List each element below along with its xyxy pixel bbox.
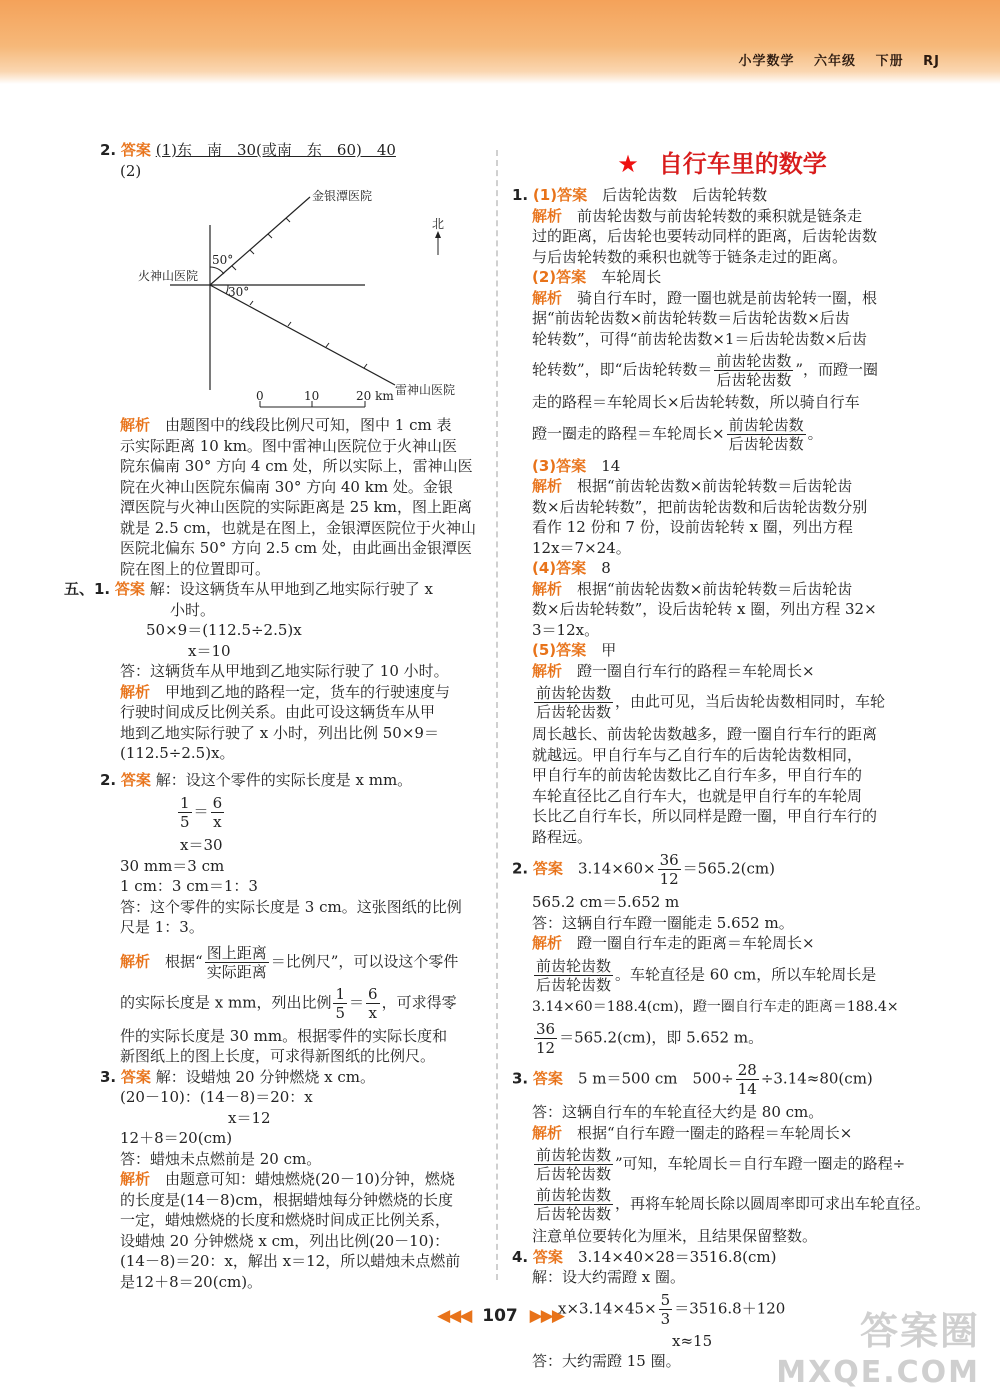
text: 答：蜡烛未点燃前是 20 cm。 <box>120 1149 322 1168</box>
text: 小时。 <box>170 600 216 619</box>
text: 30 mm＝3 cm <box>120 856 225 875</box>
text: x＝10 <box>188 641 231 660</box>
scale-10: 10 <box>304 389 320 403</box>
north-arrow-head <box>435 231 441 238</box>
text: x＝30 <box>180 836 223 854</box>
denominator: 实际距离 <box>206 962 267 981</box>
question-number: 2. <box>512 859 529 878</box>
explanation-label: 解析 <box>532 206 563 225</box>
text: 地到乙地实际行驶了 x 小时，列出比例 50×9＝ <box>120 723 439 742</box>
numerator: 前齿轮齿数 <box>536 684 612 702</box>
text: 路程远。 <box>532 827 593 846</box>
denominator: 后齿轮齿数 <box>536 1165 612 1183</box>
text: ÷3.14≈80(cm) <box>760 1069 873 1088</box>
text: 答：大约需蹬 15 圈。 <box>532 1352 681 1370</box>
question-number: 4. <box>512 1247 529 1266</box>
text: 轮转数”，可得“前齿轮齿数×1＝后齿轮齿数×后齿 <box>532 329 868 348</box>
text: ”，而蹬一圈 <box>795 360 879 379</box>
text: 走的路程＝车轮周长×后齿轮转数，所以骑自行车 <box>532 393 860 411</box>
p5-exp-frac-line <box>512 684 932 721</box>
text: ”可知，车轮周长＝自行车蹬一圈走的路程÷ <box>615 1154 906 1173</box>
answer-label: 答案 <box>120 1067 151 1086</box>
fraction <box>534 684 613 721</box>
explanation-label: 解析 <box>532 934 563 952</box>
text: 蹬一圈自行车行的路程＝车轮周长× <box>577 661 815 680</box>
explanation-label: 解析 <box>532 477 563 495</box>
text: 答：这辆货车从甲地到乙地实际行驶了 10 小时。 <box>120 662 449 680</box>
label-jinyintan: 金银潭医院 <box>312 189 373 203</box>
text: ＝比例尺”，可以设这个零件 <box>270 952 459 970</box>
explanation-label: 解析 <box>120 682 151 701</box>
scale-0: 0 <box>256 389 264 403</box>
p1-exp-line <box>512 206 932 227</box>
fraction <box>534 1020 557 1057</box>
text: 就越远。甲自行车与乙自行车的后齿轮齿数相同， <box>532 745 863 764</box>
answer-label: 答案 <box>120 141 151 159</box>
text: 医院北偏东 50° 方向 2.5 cm 处，由此画出金银潭医 <box>120 539 472 557</box>
text: 件的实际长度是 30 mm。根据零件的实际长度和 <box>120 1026 448 1045</box>
fraction <box>714 352 793 389</box>
denominator: 3 <box>660 1309 671 1328</box>
line-to-leishenshan <box>210 285 395 385</box>
numerator: 5 <box>660 1290 671 1309</box>
text: 解：设大约需蹬 x 圈。 <box>532 1268 685 1286</box>
section-title-text: 自行车里的数学 <box>658 150 827 178</box>
denominator: 5 <box>180 813 190 831</box>
numerator: 28 <box>737 1061 757 1079</box>
text: 蹬一圈走的路程＝车轮周长× <box>532 424 725 442</box>
p4-ans-line <box>512 558 932 579</box>
text: 数×后齿轮转数”，设后齿轮转 x 圈，列出方程 32× <box>532 600 877 618</box>
page-number: 107 <box>482 1306 518 1326</box>
text: 长比乙自行车长，所以同样是蹬一圈，甲自行车行的 <box>532 807 878 825</box>
label-leishenshan: 雷神山医院 <box>395 383 456 397</box>
text: 12＋8＝20(cm) <box>120 1129 233 1147</box>
text: 甲 <box>601 641 617 659</box>
q2-answer-line <box>100 140 485 161</box>
text: 设蜡烛 20 分钟燃烧 x cm，列出比例(20－10)： <box>120 1231 450 1250</box>
text: 解：设这个零件的实际长度是 x mm。 <box>155 770 413 789</box>
numerator: 6 <box>212 794 223 812</box>
text: 院在图上的位置即可。 <box>120 559 271 578</box>
p3-ans-line <box>512 456 932 477</box>
q2b-exp-line <box>100 944 485 981</box>
denominator: 14 <box>737 1080 757 1098</box>
denominator: x <box>368 1003 378 1022</box>
text: 示实际距离 10 km。图中雷神山医院位于火神山医 <box>120 436 457 455</box>
text: 蹬一圈自行车走的距离＝车轮周长× <box>577 934 815 952</box>
p5-exp-line <box>512 661 932 682</box>
question-number: 3. <box>100 1067 117 1086</box>
question-number: 2. <box>100 141 117 159</box>
text: ＝3516.8＋120 <box>674 1299 786 1317</box>
text: 3.14×60＝188.4(cm)，蹬一圈自行车走的距离＝188.4× <box>532 998 899 1015</box>
text: 50×9＝(112.5÷2.5)x <box>146 621 302 639</box>
text: (20－10)：(14－8)＝20：x <box>120 1088 313 1106</box>
text: 就是 2.5 cm，也就是在图上，金银潭医院位于火神山 <box>120 518 477 537</box>
text: 骑自行车时，蹬一圈也就是前齿轮转一圈，根 <box>577 288 878 307</box>
fraction <box>534 1146 613 1183</box>
denominator: 后齿轮齿数 <box>728 434 804 453</box>
part-tag: (5) <box>532 641 557 659</box>
part-tag: (3) <box>532 456 557 475</box>
denominator: 后齿轮齿数 <box>536 975 612 994</box>
text: x×3.14×45× <box>558 1299 657 1317</box>
question-number: 3. <box>512 1069 529 1088</box>
denominator: x <box>213 813 222 831</box>
text: 前齿轮齿数与前齿轮转数的乘积就是链条走 <box>577 206 863 225</box>
q2-ans-line <box>512 851 932 888</box>
text: 565.2 cm＝5.652 m <box>532 893 680 911</box>
numerator: 前齿轮齿数 <box>536 956 612 975</box>
fraction <box>736 1061 759 1098</box>
explanation-label: 解析 <box>532 661 563 680</box>
answer-label: 答案 <box>532 1069 563 1088</box>
s5q1-exp-line <box>100 682 485 703</box>
text: 后齿轮齿数 后齿轮转数 <box>602 186 768 204</box>
text: 。车轮直径是 60 cm，所以车轮周长是 <box>615 965 877 983</box>
text: 院在火神山医院东偏南 30° 方向 40 km 处。金银 <box>120 477 453 496</box>
left-column <box>64 140 485 1292</box>
text: ，再将车轮周长除以圆周率即可求出车轮直径。 <box>615 1194 931 1213</box>
q2-exp-line <box>512 933 932 954</box>
p1-ans-line <box>512 185 932 206</box>
q2b-exp-line2: 的实际长度是 x mm，列出比例 $\frac{1}{5}$ ＝ $\frac{6}{x}$ ，可求得零 <box>120 984 457 1022</box>
watermark-line2: MXQE.COM <box>776 1355 980 1390</box>
label-north: 北 <box>432 217 445 231</box>
numerator: 36 <box>536 1020 556 1038</box>
fraction <box>727 416 806 453</box>
text: 8 <box>601 559 611 577</box>
label-angle30: 30° <box>228 285 250 299</box>
fraction <box>366 985 380 1022</box>
question-number: 五、1. <box>64 580 111 598</box>
text: 的长度是(14－8)cm，根据蜡烛每分钟燃烧的长度 <box>120 1190 453 1209</box>
explanation-label: 解析 <box>532 288 563 307</box>
text: 注意单位要转化为厘米，且结果保留整数。 <box>532 1227 818 1245</box>
numerator: 36 <box>659 851 679 869</box>
text: 根据“前齿轮齿数×前齿轮转数＝后齿轮齿 <box>577 477 853 495</box>
text: 3.14×40×28＝3516.8(cm) <box>577 1247 777 1266</box>
text: 由题图中的线段比例尺可知，图中 1 cm 表 <box>165 416 452 434</box>
q3-exp-frac-line2 <box>512 1186 932 1223</box>
p2-exp-line <box>512 288 932 309</box>
part-tag: (2) <box>532 268 557 286</box>
text: 周长越长、前齿轮齿数越多，蹬一圈自行车行的距离 <box>532 725 878 743</box>
part-tag: (1) <box>532 186 558 204</box>
tick-marks <box>232 218 367 368</box>
answer-label: 答案 <box>556 268 587 286</box>
text: 根据“前齿轮齿数×前齿轮转数＝后齿轮齿 <box>577 579 853 598</box>
text: 根据“自行车蹬一圈走的路程＝车轮周长× <box>577 1123 853 1142</box>
text: 看作 12 份和 7 份，设前齿轮转 x 圈，列出方程 <box>532 518 853 536</box>
header-volume: 下册 <box>875 54 904 69</box>
fraction <box>178 794 192 831</box>
numerator: 前齿轮齿数 <box>536 1186 612 1204</box>
text: 是12＋8＝20(cm)。 <box>120 1272 263 1291</box>
fraction <box>534 957 613 994</box>
q3-ans-line <box>512 1061 932 1098</box>
fraction <box>658 851 681 888</box>
star-icon: ★ <box>617 150 639 178</box>
answer-label: 答案 <box>556 641 587 659</box>
s5q1-ans-line <box>64 579 485 600</box>
numerator: 6 <box>368 984 378 1003</box>
q2b-proportion: $\frac{1}{5}$ ＝ $\frac{6}{x}$ <box>180 794 223 831</box>
numerator: 前齿轮齿数 <box>536 1146 612 1164</box>
q2-exp-frac-line <box>512 957 932 994</box>
text: 甲地到乙地的路程一定，货车的行驶速度与 <box>165 682 451 701</box>
q2-part1: (1)东 南 30(或南 东 60) 40 <box>155 141 396 159</box>
watermark <box>776 1300 980 1390</box>
denominator: 后齿轮齿数 <box>536 703 612 721</box>
explanation-label: 解析 <box>120 1170 151 1188</box>
answer-label: 答案 <box>556 559 587 577</box>
text: 3＝12x。 <box>532 620 600 639</box>
p4-exp-line <box>512 579 932 600</box>
text: 新图纸上的图上长度，可求得新图纸的比例尺。 <box>120 1047 436 1065</box>
answer-label: 答案 <box>532 1247 563 1266</box>
numerator: 图上距离 <box>206 943 267 962</box>
right-arrows-icon: ▶▶▶ <box>529 1306 563 1326</box>
answer-label: 答案 <box>556 456 587 475</box>
text: ，由此可见，当后齿轮齿数相同时，车轮 <box>615 692 886 711</box>
q2-part2: (2) <box>120 161 142 180</box>
text: 车轮周长 <box>601 268 662 286</box>
fraction <box>534 1186 613 1223</box>
text: 答：这辆自行车蹬一圈能走 5.652 m。 <box>532 913 794 932</box>
text: ＝565.2(cm)，即 5.652 m。 <box>559 1028 764 1047</box>
text: 14 <box>601 456 621 475</box>
q2b-ans-line <box>100 770 485 791</box>
left-arrows-icon: ◀◀◀ <box>437 1306 471 1326</box>
text: 据“前齿轮齿数×前齿轮转数＝后齿轮齿数×后齿 <box>532 309 850 327</box>
text: x≈15 <box>672 1331 713 1350</box>
answer-label: 答案 <box>557 186 588 204</box>
p3-exp-line <box>512 476 932 497</box>
q3-ans-line <box>100 1067 485 1088</box>
p2-ans-line <box>512 267 932 288</box>
denominator: 5 <box>335 1003 345 1022</box>
numerator: 1 <box>335 984 345 1003</box>
text: 一定，蜡烛燃烧的长度和燃烧时间成正比例关系， <box>120 1211 451 1229</box>
q3-exp-line <box>512 1123 932 1144</box>
text: 。 <box>807 424 823 442</box>
explanation-label: 解析 <box>120 416 151 434</box>
answer-label: 答案 <box>532 859 563 878</box>
text: 甲自行车的前齿轮齿数比乙自行车多，甲自行车的 <box>532 766 863 784</box>
direction-diagram <box>140 185 500 415</box>
denominator: 12 <box>536 1039 556 1057</box>
text: 与后齿轮转数的乘积也就等于链条走过的距离。 <box>532 247 848 266</box>
text: 5 m＝500 cm 500÷ <box>577 1069 734 1088</box>
numerator: 1 <box>180 794 190 812</box>
numerator: 前齿轮齿数 <box>716 352 792 370</box>
text: 潭医院与火神山医院的实际距离是 25 km，图上距离 <box>120 498 472 516</box>
watermark-line1: 答案圈 <box>859 1309 980 1353</box>
q2-exp-frac-line2 <box>512 1020 932 1057</box>
explanation-label: 解析 <box>120 952 151 970</box>
fraction <box>211 794 225 831</box>
answer-label: 答案 <box>114 580 145 598</box>
denominator: 后齿轮齿数 <box>716 371 792 389</box>
header-title <box>725 50 941 69</box>
q3-exp-frac-line <box>512 1146 932 1183</box>
text: (112.5÷2.5)x。 <box>120 744 235 762</box>
text: 车轮直径比乙自行车大，也就是甲自行车的车轮周 <box>532 786 863 805</box>
q3-exp-line <box>100 1169 485 1190</box>
section-title <box>512 144 932 179</box>
numerator: 前齿轮齿数 <box>728 415 804 434</box>
text: x＝12 <box>228 1108 271 1127</box>
q4-ans-line <box>512 1247 932 1268</box>
header-edition: RJ <box>923 54 940 69</box>
p5-ans-line <box>512 640 932 661</box>
text: 解：设蜡烛 20 分钟燃烧 x cm。 <box>155 1067 375 1086</box>
text: 院东偏南 30° 方向 4 cm 处，所以实际上，雷神山医 <box>120 457 473 475</box>
text: 过的距离，后齿轮也要转动同样的距离，后齿轮齿数 <box>532 227 878 245</box>
p2-exp-frac-line <box>512 352 932 389</box>
denominator: 12 <box>659 870 679 888</box>
line-to-jinyintan <box>210 197 310 285</box>
text: 答：这个零件的实际长度是 3 cm。这张图纸的比例 <box>120 897 462 916</box>
text: (14－8)＝20：x，解出 x＝12，所以蜡烛未点燃前 <box>120 1252 461 1270</box>
text: 由题意可知：蜡烛燃烧(20－10)分钟，燃烧 <box>165 1170 455 1188</box>
question-number: 2. <box>100 770 117 789</box>
question-number: 1. <box>512 186 529 204</box>
denominator: 后齿轮齿数 <box>536 1205 612 1223</box>
header-grade: 六年级 <box>814 54 857 69</box>
text: 解：设这辆货车从甲地到乙地实际行驶了 x <box>149 580 433 598</box>
text: 3.14×60× <box>577 859 656 878</box>
header-subject: 小学数学 <box>738 54 795 69</box>
text: 12x＝7×24。 <box>532 538 631 557</box>
text: ，可求得零 <box>381 993 457 1011</box>
text: 的实际长度是 x mm，列出比例 <box>120 993 332 1011</box>
text: 1 cm：3 cm＝1：3 <box>120 877 258 895</box>
answer-label: 答案 <box>120 770 151 789</box>
explanation-label: 解析 <box>532 1123 563 1142</box>
text: 轮转数”，即“后齿轮转数＝ <box>532 360 713 379</box>
explanation-label: 解析 <box>532 579 563 598</box>
fraction <box>205 944 269 981</box>
part-tag: (4) <box>532 559 557 577</box>
q2-exp-line <box>100 415 485 436</box>
right-column <box>512 140 932 1372</box>
label-angle50: 50° <box>212 253 234 267</box>
text: 答：这辆自行车的车轮直径大约是 80 cm。 <box>532 1103 824 1121</box>
text: 数×后齿轮转数”，把前齿轮齿数和后齿轮齿数分别 <box>532 497 868 516</box>
scale-20: 20 km <box>356 389 394 403</box>
p2-exp-frac-line2 <box>512 416 932 453</box>
text: ＝565.2(cm) <box>682 859 775 878</box>
fraction <box>333 985 347 1022</box>
text: 行驶时间成反比例关系。由此可设这辆货车从甲 <box>120 703 436 721</box>
text: 根据“ <box>165 952 203 970</box>
angle50-arc <box>210 267 224 274</box>
page-header <box>0 0 1000 84</box>
text: 尺是 1：3。 <box>120 918 204 936</box>
label-huoshenshan: 火神山医院 <box>138 269 199 283</box>
